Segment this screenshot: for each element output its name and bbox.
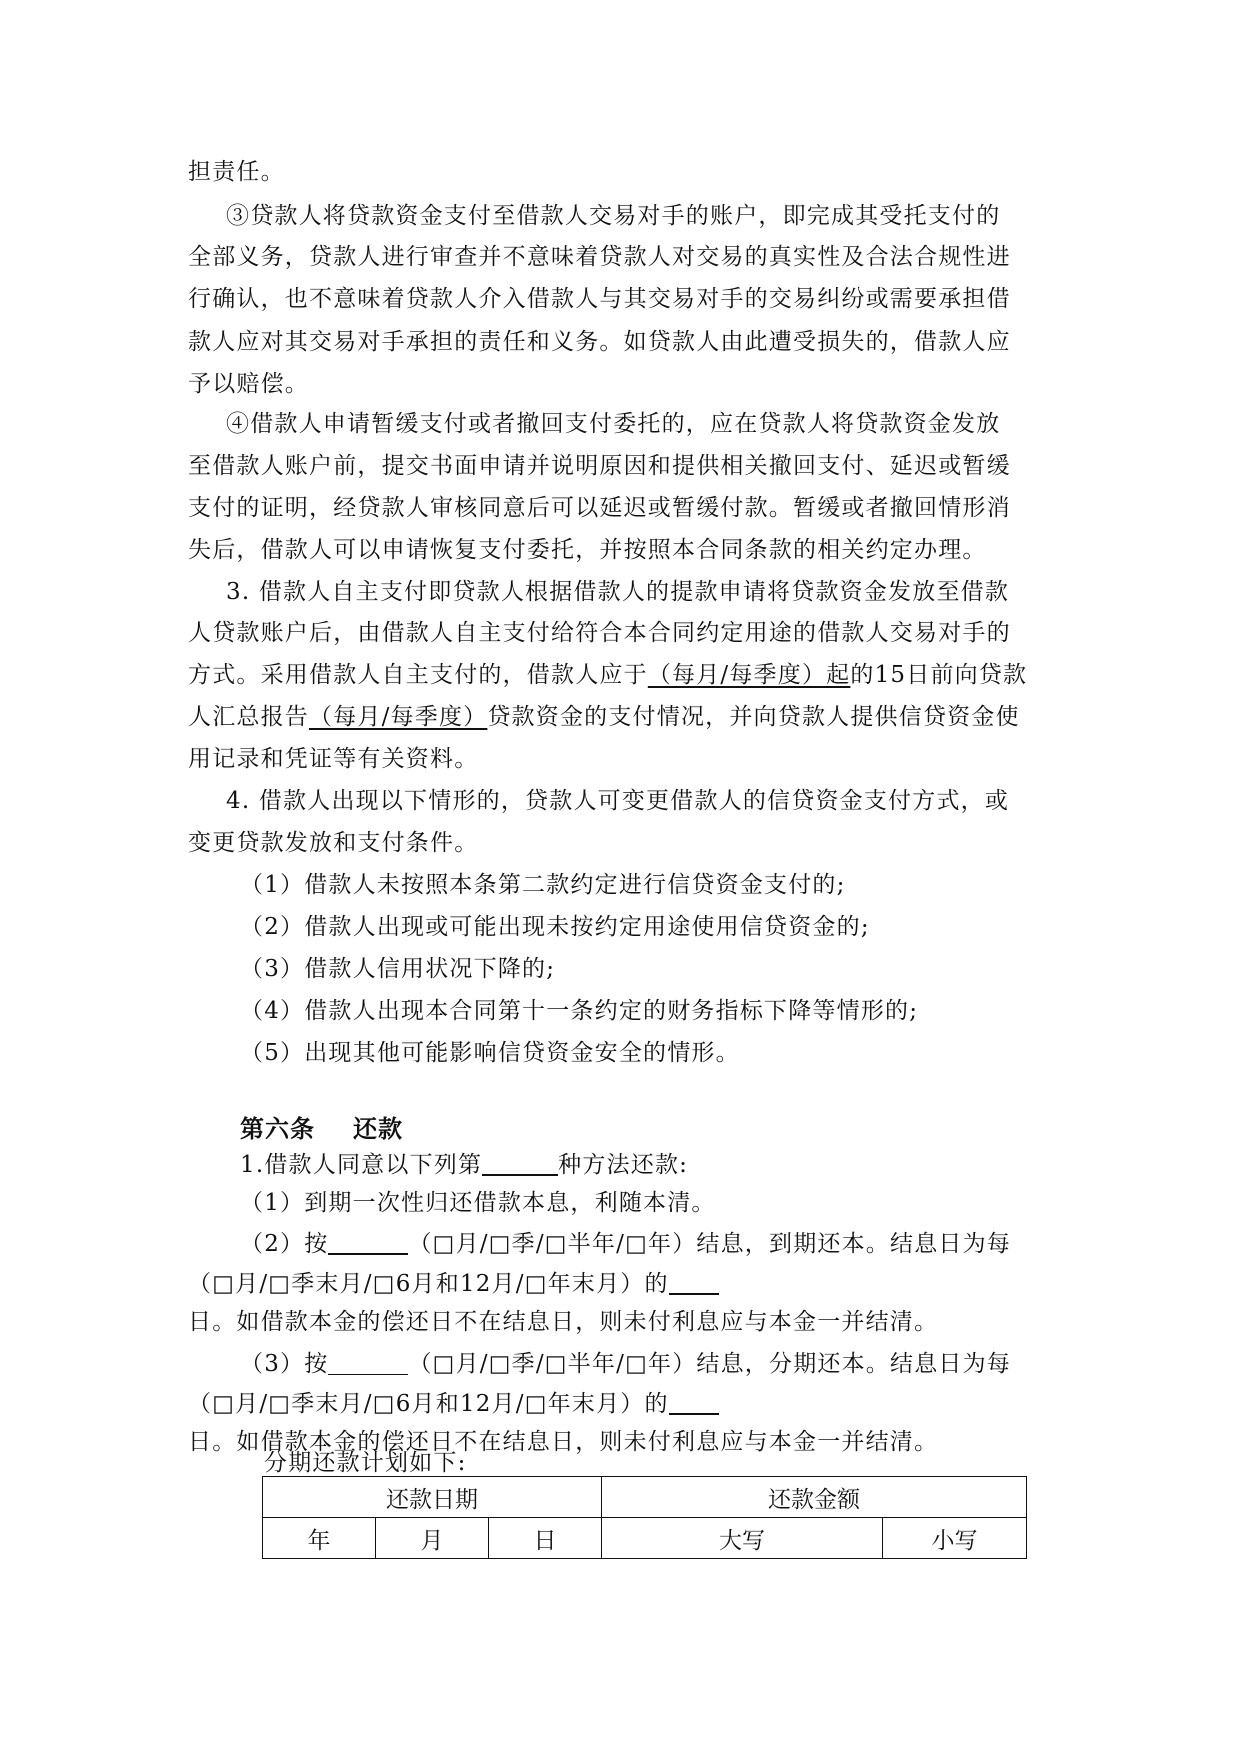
- list-item: （1）到期一次性归还借款本息，利随本清。: [240, 1190, 716, 1216]
- text-line: 分期还款计划如下:: [264, 1450, 467, 1476]
- fill-in-blank[interactable]: [328, 1352, 408, 1375]
- fill-in-blank[interactable]: [482, 1152, 558, 1176]
- header-repayment-amount: 还款金额: [602, 1477, 1027, 1518]
- text-line: [188, 701, 1048, 734]
- text-segment: （2）按: [240, 1231, 329, 1257]
- text-line: 行确认，也不意味着贷款人介入借款人与其交易对手的交易纠纷或需要承担借: [188, 286, 1011, 312]
- text-segment: 人汇总报告: [188, 704, 309, 730]
- text-segment: （□月/□季/□半年/□年）结息，分期还本。结息日为每: [408, 1351, 1012, 1377]
- header-year: 年: [263, 1518, 376, 1559]
- text-segment: 的15日前向贷款: [850, 662, 1028, 688]
- fill-in-blank[interactable]: [669, 1391, 719, 1415]
- table-subheader-row: [263, 1518, 1027, 1559]
- list-item: （1）借款人未按照本条第二款约定进行信贷资金支付的;: [240, 872, 846, 898]
- text-line: 3. 借款人自主支付即贷款人根据借款人的提款申请将贷款资金发放至借款: [226, 579, 1010, 605]
- list-item: （3）借款人信用状况下降的;: [240, 956, 556, 982]
- text-line: [188, 1388, 1048, 1421]
- text-line: 至借款人账户前，提交书面申请并说明原因和提供相关撤回支付、延迟或暂缓: [188, 453, 1011, 479]
- text-segment: 贷款资金的支付情况，并向贷款人提供信贷资金使: [487, 704, 1020, 730]
- text-line: 款人应对其交易对手承担的责任和义务。如贷款人由此遭受损失的，借款人应: [188, 329, 1011, 355]
- text-line: 失后，借款人可以申请恢复支付委托，并按照本合同条款的相关约定办理。: [188, 537, 987, 563]
- list-item: （2）借款人出现或可能出现未按约定用途使用信贷资金的;: [240, 914, 870, 940]
- text-segment: （3）按: [240, 1351, 329, 1377]
- table-header-row: [263, 1477, 1027, 1518]
- text-line: [188, 1268, 1048, 1301]
- repayment-schedule-table: [262, 1476, 1027, 1559]
- text-line: 全部义务，贷款人进行审查并不意味着贷款人对交易的真实性及合法合规性进: [188, 244, 1011, 270]
- text-line: [240, 1149, 1100, 1182]
- text-segment: （□月/□季末月/□6月和12月/□年末月）的: [188, 1271, 669, 1297]
- fill-in-blank[interactable]: [328, 1231, 408, 1255]
- text-line: 日。如借款本金的偿还日不在结息日，则未付利息应与本金一并结清。: [188, 1429, 939, 1455]
- text-line: ③贷款人将贷款资金支付至借款人交易对手的账户，即完成其受托支付的: [226, 203, 1001, 229]
- text-line: 支付的证明，经贷款人审核同意后可以延迟或暂缓付款。暂缓或者撤回情形消: [188, 495, 1011, 521]
- text-segment: 1.借款人同意以下列第: [240, 1152, 483, 1178]
- text-line: 人贷款账户后，由借款人自主支付给符合本合同约定用途的借款人交易对手的: [188, 620, 1011, 646]
- text-segment: 种方法还款:: [558, 1152, 689, 1178]
- text-line: [240, 1228, 1100, 1261]
- text-line: ④借款人申请暂缓支付或者撤回支付委托的，应在贷款人将贷款资金发放: [226, 411, 1001, 437]
- list-item: （5）出现其他可能影响信贷资金安全的情形。: [240, 1040, 740, 1066]
- text-line: 日。如借款本金的偿还日不在结息日，则未付利息应与本金一并结清。: [188, 1309, 939, 1335]
- text-line: 担责任。: [188, 159, 285, 185]
- underlined-term: （每月/每季度）: [309, 704, 488, 730]
- text-line: 用记录和凭证等有关资料。: [188, 746, 479, 772]
- text-line: [188, 659, 1048, 692]
- text-segment: 方式。采用借款人自主支付的，借款人应于: [188, 662, 648, 688]
- list-item: （4）借款人出现本合同第十一条约定的财务指标下降等情形的;: [240, 998, 919, 1024]
- header-amount-in-words: 大写: [602, 1518, 883, 1559]
- section-heading: [240, 1112, 403, 1145]
- underlined-term: （每月/每季度）起: [647, 662, 851, 688]
- article-number: 第六条: [240, 1114, 315, 1143]
- header-month: 月: [376, 1518, 489, 1559]
- header-repayment-date: 还款日期: [263, 1477, 602, 1518]
- text-segment: （□月/□季末月/□6月和12月/□年末月）的: [188, 1391, 669, 1417]
- header-amount-in-figures: 小写: [883, 1518, 1027, 1559]
- fill-in-blank[interactable]: [669, 1271, 719, 1295]
- text-line: 变更贷款发放和支付条件。: [188, 830, 479, 856]
- text-line: [240, 1348, 1100, 1381]
- article-title: 还款: [353, 1114, 403, 1143]
- text-line: 予以赔偿。: [188, 371, 309, 397]
- header-day: 日: [489, 1518, 602, 1559]
- text-segment: （□月/□季/□半年/□年）结息，到期还本。结息日为每: [408, 1231, 1012, 1257]
- text-line: 4. 借款人出现以下情形的，贷款人可变更借款人的信贷资金支付方式，或: [226, 788, 1010, 814]
